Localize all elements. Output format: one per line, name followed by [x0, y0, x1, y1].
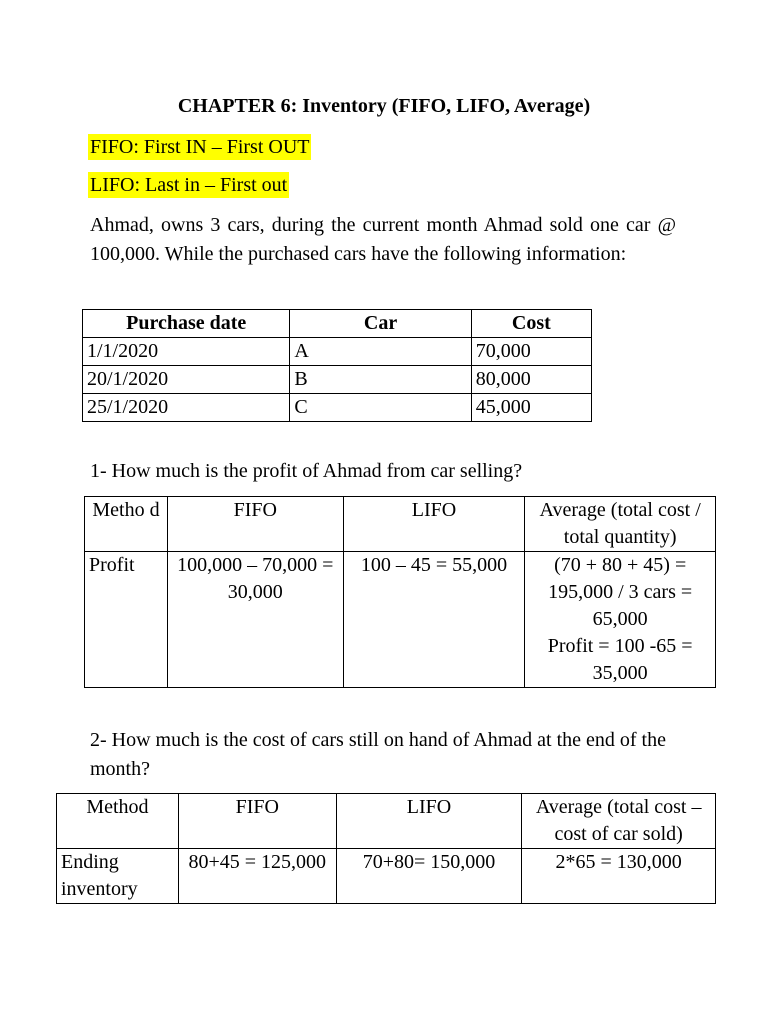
table-cell: 70,000 — [471, 338, 591, 366]
column-header: LIFO — [336, 794, 522, 849]
table-cell: A — [290, 338, 471, 366]
table-cell: 80+45 = 125,000 — [178, 849, 336, 904]
table-header-row — [83, 310, 592, 338]
table-row — [57, 849, 716, 904]
row-label: Ending inventory — [57, 849, 179, 904]
table-cell: 70+80= 150,000 — [336, 849, 522, 904]
column-header: FIFO — [167, 497, 343, 552]
fifo-definition: FIFO: First IN – First OUT — [90, 136, 310, 158]
table-header-row — [57, 794, 716, 849]
profit-table — [84, 496, 716, 688]
column-header: Average (total cost / total quantity) — [525, 497, 716, 552]
table-cell: 1/1/2020 — [83, 338, 290, 366]
table-row — [83, 394, 592, 422]
table-cell: C — [290, 394, 471, 422]
column-header: Car — [290, 310, 471, 338]
chapter-title: CHAPTER 6: Inventory (FIFO, LIFO, Average) — [177, 95, 591, 117]
average-profit: Profit = 100 -65 = 35,000 — [547, 635, 693, 684]
table-header-row — [85, 497, 716, 552]
question-1: 1- How much is the profit of Ahmad from car selling? — [90, 460, 523, 482]
question-2: 2- How much is the cost of cars still on hand of Ahmad at the end of the month? — [90, 729, 666, 780]
table-cell: B — [290, 366, 471, 394]
lifo-definition: LIFO: Last in – First out — [90, 174, 288, 196]
table-row — [83, 366, 592, 394]
column-header: FIFO — [178, 794, 336, 849]
intro-paragraph: Ahmad, owns 3 cars, during the current month Ahmad sold one car @ 100,000. While the purchased cars have the following information: — [90, 214, 676, 265]
table-cell: 45,000 — [471, 394, 591, 422]
column-header: Purchase date — [83, 310, 290, 338]
table-cell: 100,000 – 70,000 = 30,000 — [167, 552, 343, 688]
table-cell — [525, 552, 716, 688]
column-header: LIFO — [343, 497, 525, 552]
average-calculation: (70 + 80 + 45) = 195,000 / 3 cars = 65,000 — [548, 554, 693, 630]
table-cell: 20/1/2020 — [83, 366, 290, 394]
table-cell: 2*65 = 130,000 — [522, 849, 716, 904]
column-header: Metho d — [85, 497, 168, 552]
column-header: Method — [57, 794, 179, 849]
column-header: Average (total cost – cost of car sold) — [522, 794, 716, 849]
column-header: Cost — [471, 310, 591, 338]
table-row — [83, 338, 592, 366]
ending-inventory-table — [56, 793, 716, 904]
purchase-table — [82, 309, 592, 422]
table-cell: 100 – 45 = 55,000 — [343, 552, 525, 688]
table-cell: 80,000 — [471, 366, 591, 394]
table-row — [85, 552, 716, 688]
table-cell: 25/1/2020 — [83, 394, 290, 422]
row-label: Profit — [85, 552, 168, 688]
